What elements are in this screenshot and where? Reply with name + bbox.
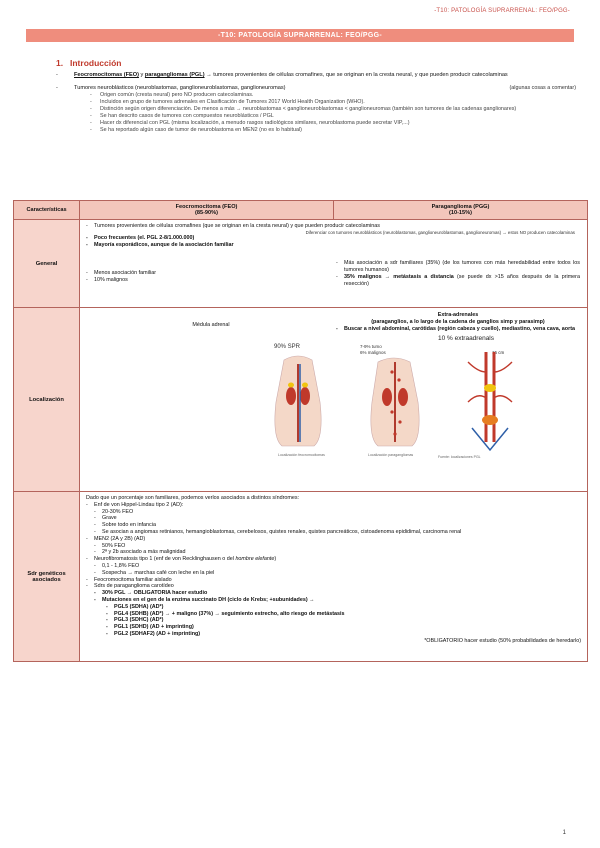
- vhl-item: - Grave: [94, 515, 117, 522]
- section-heading: [56, 58, 576, 68]
- gene-item: - PGL1 (SDHD) (AD + imprinting): [106, 624, 194, 631]
- pgl-site: [393, 433, 396, 436]
- sdr-vhl: - Enf de von Hippel-Lindau tipo 2 (AD):: [86, 501, 184, 508]
- general-cell: [80, 220, 588, 308]
- intro-sub-item: - Distinción según origen diferenciación. De menos a más → neuroblastomas < ganglioneuroblastomas < ganglioneuromas (también son tumores de las cadenas ganglionares): [90, 106, 517, 113]
- intro-sub-text: Origen común (cresta neural) pero NO producen catecolaminas.: [100, 92, 254, 99]
- pgl-item: - 30% PGL → OBLIGATORIA hacer estudio: [94, 590, 208, 597]
- pgl-anatomy-figure: [356, 342, 436, 462]
- header-feo-title: Feocromocitoma (FEO): [175, 204, 238, 210]
- intro-sub-text: Hacer dx diferencial con PGL (misma localización, a menudo rasgos radiológicos similares, neuroblastoma puede secretar VIP,...): [100, 120, 410, 127]
- fig1-label: 90% SPR: [274, 344, 301, 351]
- page-number: 1: [562, 830, 566, 836]
- general-line-1-note: Diferenciar con tumores neuroblásticos (neuroblastomas, ganglioneuroblastomas, ganglioneuromas) → estos NO producen catecolaminas: [305, 229, 575, 235]
- term-feo: Feocromocitomas (FEO): [74, 72, 139, 78]
- iliac-vessels: [472, 428, 508, 450]
- running-header: -T10: PATOLOGÍA SUPRARRENAL: FEO/PGG-: [434, 8, 570, 14]
- list-item-text: PGL2 (SDHAF2) (AD + imprinting): [114, 630, 201, 637]
- list-item-text: Se asocian a angiomas retinianos, hemangioblastomas, cerebelosos, quistes renales, quistes pancreáticos, cistoadenoma epididimal, carcinoma renal: [102, 528, 462, 535]
- characteristics-table: [13, 200, 588, 662]
- list-item-text: Sospecha → marchas café con leche en la piel: [102, 569, 215, 576]
- nf1-list: [86, 563, 581, 577]
- general-line-2: - Poco frecuentes (el. PGL 2-8/1.000.000): [86, 234, 195, 241]
- general-line-2-text: Poco frecuentes (el. PGL 2-8/1.000.000): [94, 234, 195, 241]
- header-pgl: [334, 201, 588, 220]
- sdr-nf1: - Neurofibromatosis tipo 1 (enf de von Recklinghausen o del hombre elefante): [86, 556, 277, 563]
- adrenal-right: [302, 383, 308, 388]
- sdr-cell: [80, 492, 588, 662]
- sdr-men2-text: MEN2 (2A y 2B) (AD): [94, 535, 146, 542]
- fig1-caption: Localización feocromocitomas: [278, 453, 325, 458]
- header-feo: [80, 201, 334, 220]
- list-item-text: 0,1 - 1,8% FEO: [102, 562, 140, 569]
- sdr-nf1-text: Neurofibromatosis tipo 1 (enf de von Recklinghausen o del: [94, 556, 236, 563]
- feo-general-1-text: Menos asociación familiar: [94, 270, 157, 277]
- general-line-3: - Mayoría esporádicos, aunque de la asociación familiar: [86, 241, 234, 248]
- pgl-location-1: (paraganglios, a lo largo de la cadena de ganglios simp y parasimp): [371, 318, 545, 325]
- adrenal-left: [288, 383, 294, 388]
- list-item-text: PGL4 (SDHB) (AD*) → + maligno (37%) → seguimiento estrecho, alto riesgo de metástasis: [114, 610, 345, 617]
- fig2-label-b: 6% malignos: [360, 350, 386, 356]
- list-item-text: 20-30% FEO: [102, 508, 134, 515]
- section-number: 1.: [56, 58, 64, 68]
- sdr-note: *OBLIGATORIO hacer estudio (50% probabilidades de heredarlo): [424, 637, 581, 644]
- sdr-vhl-text: Enf de von Hippel-Lindau tipo 2 (AD):: [94, 501, 184, 508]
- fig3-caption: Fuente: localizaciones PGL: [438, 455, 481, 460]
- sdr-nf1-italic: hombre elefante: [235, 556, 275, 563]
- feo-general-2-text: 10% malignos: [94, 277, 128, 284]
- kidney-right: [398, 388, 408, 406]
- intro-bullet-1-text: → tumores provenientes de células cromafines, que se originan en la cresta neural, y que pueden producir catecolaminas: [204, 72, 508, 78]
- men2-item: - 2ª y 2b asociado a más malignidad: [94, 549, 186, 556]
- pgl-list: [86, 590, 581, 604]
- list-item-text: PGL3 (SDHC) (AD*): [114, 617, 164, 624]
- intro-sub-item: - Hacer dx diferencial con PGL (misma localización, a menudo rasgos radiológicos similares, neuroblastoma puede secretar VIP,...): [90, 120, 410, 127]
- intro-note: (algunas cosas a comentar): [509, 85, 576, 92]
- intro-sub-text: Se han descrito casos de tumores con compuestos neuroblásticos / PGL: [100, 113, 274, 120]
- intro-sublist: [56, 92, 576, 134]
- localizacion-cell: [80, 308, 588, 492]
- feo-general-2: - 10% malignos: [86, 277, 128, 284]
- intro-sub-item: - Se han descrito casos de tumores con compuestos neuroblásticos / PGL: [90, 113, 274, 120]
- intro-sub-text: Distinción según origen diferenciación. De menos a más → neuroblastomas < ganglioneuroblastomas < ganglioneuromas (también son tumores de las cadenas ganglionares): [100, 106, 517, 113]
- men2-list: [86, 543, 581, 557]
- pgl-location-2: - Buscar a nivel abdominal, carótidas (región cabeza y cuello), mediastino, vena cava, aorta: [336, 325, 575, 332]
- list-item-text: 30% PGL → OBLIGATORIA hacer estudio: [102, 590, 208, 597]
- general-line-3-text: Mayoría esporádicos, aunque de la asociación familiar: [94, 241, 234, 248]
- intro-bullet-1: - Feocromocitomas (FEO) y paragangliomas (PGL) → tumores provenientes de células cromafines, que se originan en la cresta neural, y que pueden producir catecolaminas: [56, 72, 508, 78]
- header-pgl-pct: (10-15%): [448, 210, 472, 216]
- vhl-list: [86, 509, 581, 536]
- kidney-left: [382, 388, 392, 406]
- intro-sub-item: - Se ha reportado algún caso de tumor de neuroblastoma en MEN2 (no es lo habitual): [90, 127, 302, 134]
- pgl-general-1: - Más asociación a sdr familiares (35%) (de los tumores con más heredabilidad entre todos los tumores humanos): [336, 260, 580, 274]
- pgl-site: [390, 411, 393, 414]
- feo-location: Médula adrenal: [192, 322, 230, 328]
- page-title: -T10: PATOLOGÍA SUPRARRENAL: FEO/PGG-: [26, 29, 574, 42]
- gene-item: - PGL3 (SDHC) (AD*): [106, 617, 164, 624]
- header-characteristics: Características: [14, 201, 80, 220]
- aorta-diagram: [486, 352, 494, 442]
- nf1-item: - 0,1 - 1,8% FEO: [94, 562, 140, 569]
- sdr-intro: Dado que un porcentaje son familiares, podemos verlos asociados a distintos síndromes:: [86, 495, 300, 501]
- gene-item: - PGL4 (SDHB) (AD*) → + maligno (37%) → seguimiento estrecho, alto riesgo de metástasis: [106, 610, 345, 617]
- section-title: Introducción: [70, 58, 122, 68]
- pgl-site: [398, 421, 401, 424]
- anatomy-figures: [80, 332, 587, 462]
- kidney-right: [300, 387, 310, 405]
- fig3-sublabel: 15 cm: [492, 350, 505, 356]
- pgl-site: [390, 371, 393, 374]
- feo-anatomy-figure: [244, 342, 352, 462]
- kidney-left: [286, 387, 296, 405]
- pgl-general-2-bold: 35% malignos → metástasis a distancia: [344, 273, 454, 280]
- pgl-general-2-text: (se puede dx >15 años después de la primera resección): [344, 273, 580, 287]
- intro-sub-text: Se ha reportado algún caso de tumor de neuroblastoma en MEN2 (no es lo habitual): [100, 127, 302, 134]
- header-feo-pct: (85-90%): [194, 210, 218, 216]
- intro-sub-item: - Origen común (cresta neural) pero NO producen catecolaminas.: [90, 92, 254, 99]
- list-item-text: Mutaciones en el gen de la enzima succinato DH (ciclo de Krebs; +subunidades) →: [102, 596, 315, 603]
- vhl-item: - Se asocian a angiomas retinianos, hemangioblastomas, cerebelosos, quistes renales, quistes pancreáticos, cistoadenoma epididimal, carcinoma renal: [94, 528, 462, 535]
- sdr-feo-fam-text: Feocromocitoma familiar aislado: [94, 576, 172, 583]
- intro-section: [56, 58, 576, 134]
- term-pgl: paragangliomas (PGL): [144, 72, 205, 78]
- feo-general-1: - Menos asociación familiar: [86, 270, 157, 277]
- sdr-men2: - MEN2 (2A y 2B) (AD): [86, 535, 146, 542]
- vhl-item: - Sobre todo en infancia: [94, 522, 156, 529]
- nf1-item: - Sospecha → marchas café con leche en la piel: [94, 569, 215, 576]
- pgl-location-heading: Extra-adrenales: [437, 312, 479, 318]
- row-label-localizacion: Localización: [14, 308, 80, 492]
- general-line-1: - Tumores provenientes de células cromafines (que se originan en la cresta neural) y que pueden producir catecolaminas: [86, 223, 380, 229]
- connector: y: [138, 72, 145, 78]
- sdr-pgl: - Sdrs de paraganglioma carotídeo: [86, 583, 174, 590]
- pgl-general-1-text: Más asociación a sdr familiares (35%) (de los tumores con más heredabilidad entre todos los tumores humanos): [344, 260, 580, 274]
- row-label-general: General: [14, 220, 80, 308]
- paraganglion: [484, 384, 496, 392]
- general-line-1-text: Tumores provenientes de células cromafines (que se originan en la cresta neural) y que pueden producir catecolaminas: [94, 223, 380, 229]
- gene-item: - PGL5 (SDHA) (AD*): [106, 603, 164, 610]
- list-item-text: PGL5 (SDHA) (AD*): [114, 603, 164, 610]
- list-item-text: 50% FEO: [102, 542, 126, 549]
- pgl-general-2: - 35% malignos → metástasis a distancia (se puede dx >15 años después de la primera resección): [336, 273, 580, 287]
- sdr-pgl-text: Sdrs de paraganglioma carotídeo: [94, 583, 174, 590]
- gene-item: - PGL2 (SDHAF2) (AD + imprinting): [106, 630, 201, 637]
- list-item-text: 2ª y 2b asociado a más malignidad: [102, 549, 186, 556]
- extraadrenal-figure: [428, 332, 554, 462]
- intro-bullet-2: - Tumores neuroblásticos (neuroblastomas, ganglioneuroblastomas, ganglioneuromas) (algunas cosas a comentar): [56, 85, 576, 92]
- branch-vessels: [468, 362, 512, 402]
- fig2-caption: Localización paragangliomas: [368, 453, 414, 458]
- fig2-label-a: 7-9% tumo: [360, 344, 382, 350]
- pgl-location-2-text: Buscar a nivel abdominal, carótidas (región cabeza y cuello), mediastino, vena cava, aorta: [344, 325, 575, 332]
- organ-of-zuckerkandl: [482, 415, 498, 425]
- sdr-feo-fam: - Feocromocitoma familiar aislado: [86, 576, 172, 583]
- intro-sub-text: Incluidos en grupo de tumores adrenales en Clasificación de Tumores 2017 World Health Organization (WHO).: [100, 99, 365, 106]
- fig3-label: 10 % extraadrenals: [438, 335, 495, 343]
- sdr-nf1-end: ): [274, 556, 277, 563]
- row-label-sdr: Sdr genéticos asociados: [14, 492, 80, 662]
- list-item-text: Grave: [102, 515, 117, 522]
- men2-item: - 50% FEO: [94, 542, 126, 549]
- vhl-item: - 20-30% FEO: [94, 508, 134, 515]
- header-pgl-title: Paraganglioma (PGG): [431, 204, 490, 210]
- gene-list: [86, 604, 581, 638]
- intro-sub-item: - Incluidos en grupo de tumores adrenales en Clasificación de Tumores 2017 World Health Organization (WHO).: [90, 99, 365, 106]
- intro-bullet-2-text: Tumores neuroblásticos (neuroblastomas, ganglioneuroblastomas, ganglioneuromas): [74, 85, 286, 92]
- pgl-site: [397, 379, 400, 382]
- pgl-item: - Mutaciones en el gen de la enzima succinato DH (ciclo de Krebs; +subunidades) →: [94, 596, 315, 603]
- list-item-text: Sobre todo en infancia: [102, 522, 156, 529]
- list-item-text: PGL1 (SDHD) (AD + imprinting): [114, 624, 194, 631]
